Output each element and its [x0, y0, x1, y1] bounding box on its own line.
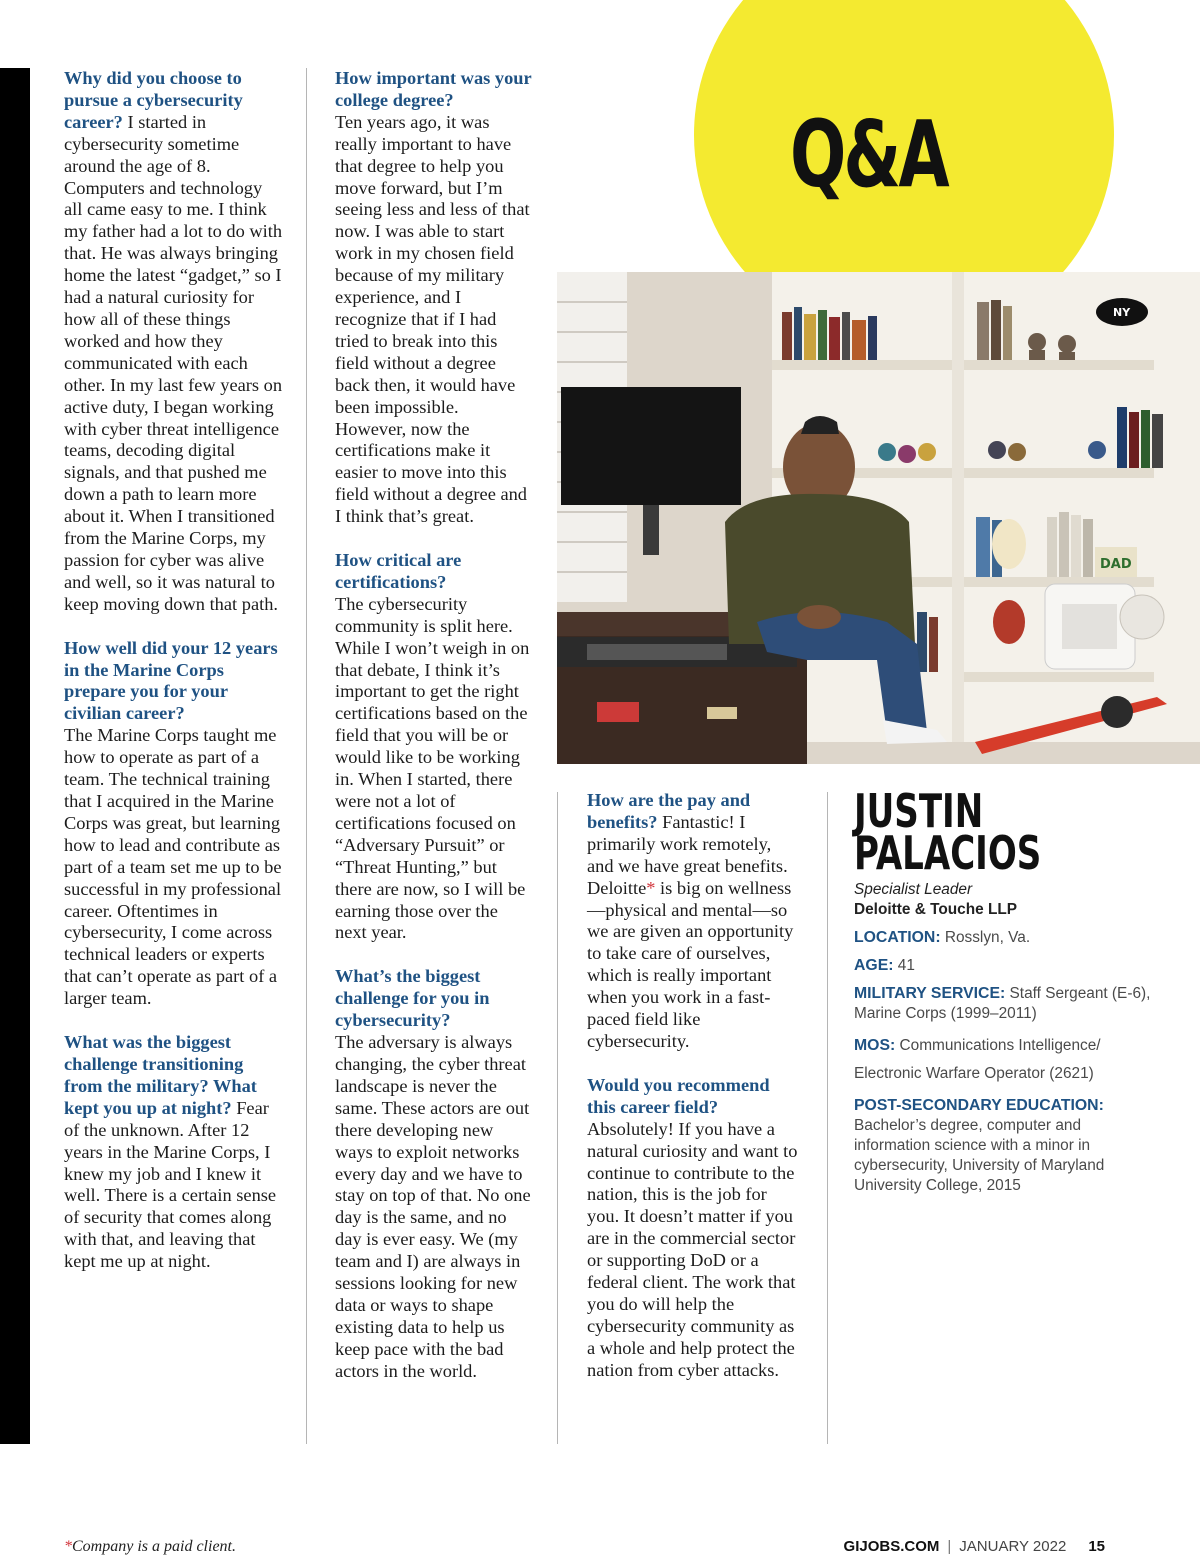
answer: Absolutely! If you have a natural curiosity and want to continue to contribute to the nation, this is the job for you. It doesn’t matter if you are in the commercial sector or supporting DoD or a federal client. The work that you do will help the cybersecurity community as a whole and help protect the nation from cyber attacks.	[587, 1118, 798, 1380]
service-value: Staff Sergeant (E-6), Marine Corps (1999–2011)	[854, 985, 1151, 1022]
mos-label: MOS:	[854, 1037, 896, 1054]
dad-sign: DAD	[1100, 557, 1132, 572]
age-row	[854, 956, 1154, 976]
mos-row	[854, 1032, 1154, 1088]
profile-details	[854, 880, 1154, 1204]
column-divider-3	[827, 792, 828, 1444]
hat-logo: NY	[1113, 306, 1131, 319]
left-edge-bar	[0, 68, 30, 1444]
column-2	[335, 68, 533, 1405]
answer: The adversary is always changing, the cyber threat landscape is never the same. These actors are out there developing new ways to exploit networks every day and we have to stay on top of that. No one day is the same, and no day is ever easy. We (my team and I) are always in sessions looking for new data or ways to shape existing data to help us keep pace with the bad actors in the world.	[335, 1032, 531, 1381]
service-row	[854, 984, 1154, 1024]
qa-item	[64, 68, 284, 616]
mos-value: Communications Intelligence/ Electronic Warfare Operator (2621)	[854, 1037, 1101, 1082]
footer-separator: |	[947, 1538, 952, 1555]
answer: I started in cybersecurity sometime around the age of 8. Computers and technology all came easy to me. I think my father had a lot to do with that. He was always bringing home the latest “gadget,” so I had a natural curiosity for how all of these things worked and how they communicated with each other. In my last few years on active duty, I began working with cyber threat intelligence teams, decoding digital signals, and that pushed me down a path to learn more about it. When I transitioned from the Marine Corps, my passion for cyber was alive and well, so it was natural to keep moving down that path.	[64, 111, 283, 614]
question: Would you recommend this career field?	[587, 1074, 770, 1117]
answer: The cybersecurity community is split here. While I won’t weigh in on that debate, I think it’s important to get the right certifications based on the field that you will be or would like to be working in. When I started, there were not a lot of certifications focused on “Adversary Pursuit” or “Threat Hunting,” but there are now, so I will be earning those over the next year.	[335, 593, 530, 943]
location-value: Rosslyn, Va.	[940, 929, 1031, 946]
answer: Ten years ago, it was really important to have that degree to help you move forward, but I’m seeing less and less of that now. I was able to start work in my chosen field because of my military experience, and I recognize that if I had tried to break into this field without a degree back then, it would have been impossible. However, now the certifications make it easier to move into this field without a degree and I think that’s great.	[335, 111, 530, 527]
page-number: 15	[1088, 1538, 1105, 1555]
footnote	[64, 1538, 236, 1556]
qa-item	[587, 790, 801, 1053]
last-name: PALACIOS	[854, 826, 1042, 880]
question: What was the biggest challenge transitioning from the military? What kept you up at night?	[64, 1032, 257, 1118]
education-value: Bachelor’s degree, computer and information science with a minor in cybersecurity, University of Maryland University College, 2015	[854, 1117, 1105, 1194]
footnote-mark: *	[646, 877, 656, 898]
office-scene	[557, 272, 1200, 764]
column-divider-1	[306, 68, 307, 1444]
column-1	[64, 68, 284, 1295]
site-name: GIJOBS.COM	[843, 1538, 940, 1555]
question: What’s the biggest challenge for you in cybersecurity?	[335, 966, 490, 1031]
age-label: AGE:	[854, 957, 894, 974]
service-label: MILITARY SERVICE:	[854, 985, 1006, 1002]
qa-item	[335, 68, 533, 528]
issue-date: JANUARY 2022	[959, 1538, 1067, 1555]
qa-item	[587, 1075, 801, 1382]
qa-item	[335, 550, 533, 944]
question: How are the pay and benefits?	[587, 790, 751, 832]
answer-continued: is big on wellness—physical and mental—so we are given an opportunity to take care of ourselves, which is really important when you work in a fast-paced field like cybersecurity.	[587, 877, 794, 1051]
answer: Fear of the unknown. After 12 years in the Marine Corps, I knew my job and I knew it well. There is a certain sense of security that comes along with that, and leaving that kept me up at night.	[64, 1097, 277, 1272]
qa-badge-text: Q&A	[790, 101, 947, 208]
portrait-photo	[557, 272, 1200, 764]
first-name: JUSTIN	[854, 784, 984, 838]
column-divider-2	[557, 792, 558, 1444]
location-row	[854, 928, 1154, 948]
column-3	[587, 790, 801, 1404]
question: How critical are certifications?	[335, 550, 462, 592]
footnote-asterisk: *	[64, 1538, 72, 1555]
education-row	[854, 1096, 1154, 1196]
answer: Fantastic! I primarily work remotely, and we have great benefits. Deloitte	[587, 811, 788, 898]
question: How important was your college degree?	[335, 68, 532, 110]
education-label: POST-SECONDARY EDUCATION:	[854, 1097, 1104, 1114]
answer: The Marine Corps taught me how to operate as part of a team. The technical training that I acquired in the Marine Corps was great, but learning how to lead and contribute as part of a team set me up to be successful in my professional career. Oftentimes in cybersecurity, I come across technical leaders or experts that can’t operate as part of a larger team.	[64, 725, 282, 1009]
qa-item	[64, 1032, 284, 1273]
footnote-text: Company is a paid client.	[72, 1538, 236, 1555]
question: How well did your 12 years in the Marine Corps prepare you for your civilian career?	[64, 637, 278, 724]
qa-item	[335, 966, 533, 1382]
profile-name	[854, 784, 1076, 880]
question: Why did you choose to pursue a cybersecurity career?	[64, 68, 243, 132]
page-footer	[844, 1538, 1105, 1555]
profile-company: Deloitte & Touche LLP	[854, 901, 1018, 918]
age-value: 41	[893, 957, 915, 974]
qa-item	[64, 638, 284, 1010]
location-label: LOCATION:	[854, 929, 941, 946]
profile-role: Specialist Leader	[854, 881, 973, 898]
